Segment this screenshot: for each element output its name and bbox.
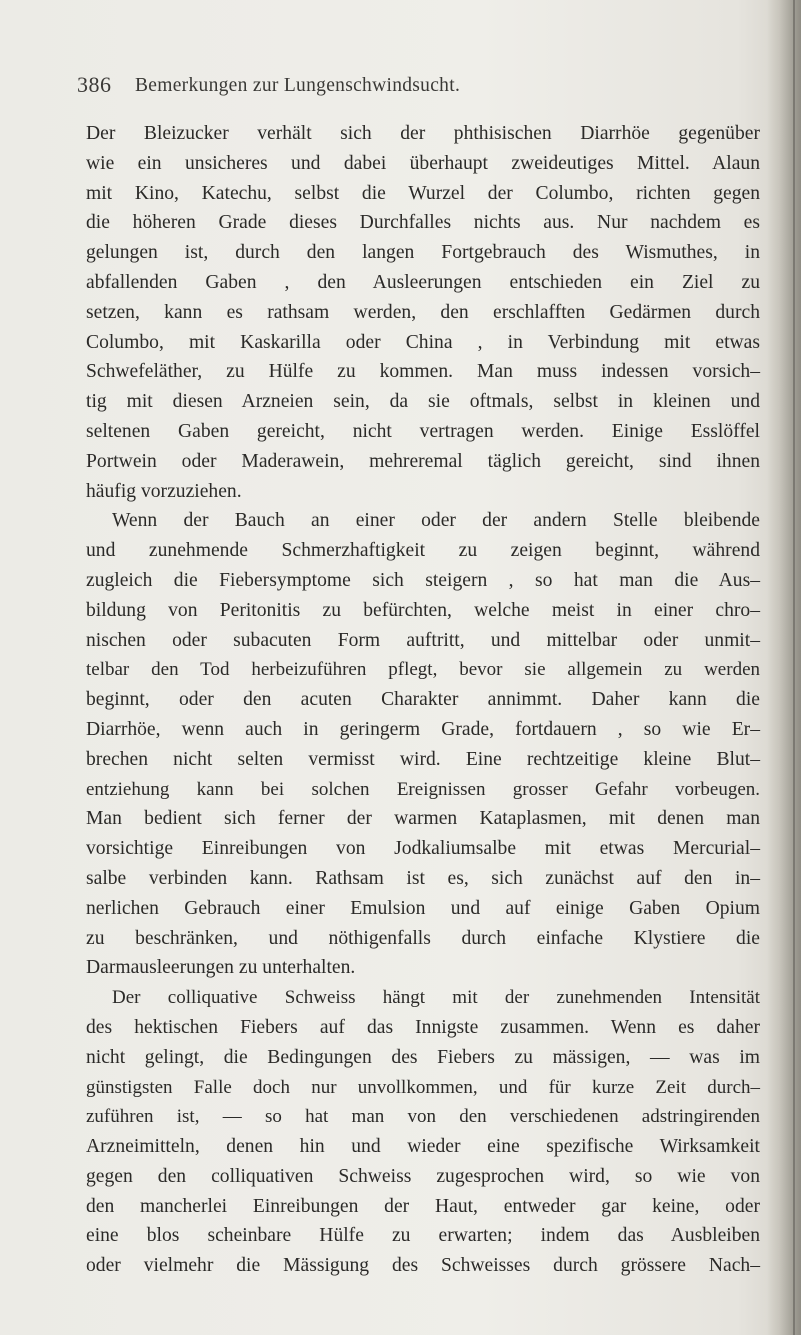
- text-line: entziehung kann bei solchen Ereignissen grosser Gefahr vorbeugen.: [86, 778, 760, 800]
- text-line: die höheren Grade dieses Durchfalles nichts aus. Nur nachdem es: [86, 212, 760, 234]
- page-number: 386: [77, 72, 112, 97]
- text-line: Arzneimitteln, denen hin und wieder eine spezifische Wirksamkeit: [86, 1136, 760, 1158]
- text-line: nicht gelingt, die Bedingungen des Fiebers zu mässigen, — was im: [86, 1046, 760, 1068]
- text-line: Schwefeläther, zu Hülfe zu kommen. Man muss indessen vorsich–: [86, 361, 760, 383]
- text-line: Columbo, mit Kaskarilla oder China , in Verbindung mit etwas: [86, 331, 760, 353]
- text-line: telbar den Tod herbeizuführen pflegt, bevor sie allgemein zu werden: [86, 659, 760, 681]
- text-line: mit Kino, Katechu, selbst die Wurzel der Columbo, richten gegen: [86, 182, 760, 204]
- paragraph: [86, 983, 760, 1281]
- text-line: setzen, kann es rathsam werden, den erschlafften Gedärmen durch: [86, 301, 760, 323]
- text-line: beginnt, oder den acuten Charakter annimmt. Daher kann die: [86, 689, 760, 711]
- text-line: gegen den colliquativen Schweiss zugesprochen wird, so wie von: [86, 1165, 760, 1187]
- text-line: seltenen Gaben gereicht, nicht vertragen werden. Einige Esslöffel: [86, 420, 760, 442]
- body-text: [86, 119, 760, 1281]
- text-line: Wenn der Bauch an einer oder der andern Stelle bleibende: [112, 510, 760, 532]
- text-line: des hektischen Fiebers auf das Innigste zusammen. Wenn es daher: [86, 1016, 760, 1038]
- text-line: bildung von Peritonitis zu befürchten, welche meist in einer chro–: [86, 599, 760, 621]
- text-line: oder vielmehr die Mässigung des Schweisses durch grössere Nach–: [86, 1255, 760, 1277]
- text-line: Man bedient sich ferner der warmen Kataplasmen, mit denen man: [86, 808, 760, 830]
- text-line: Darmausleerungen zu unterhalten.: [86, 957, 356, 979]
- paragraph: [86, 506, 760, 983]
- text-line: nerlichen Gebrauch einer Emulsion und auf einige Gaben Opium: [86, 897, 760, 919]
- text-line: vorsichtige Einreibungen von Jodkaliumsalbe mit etwas Mercurial–: [86, 838, 760, 860]
- text-line: den mancherlei Einreibungen der Haut, entweder gar keine, oder: [86, 1195, 760, 1217]
- page-header: [0, 72, 801, 102]
- page-edge-shadow: [767, 0, 801, 1335]
- text-line: wie ein unsicheres und dabei überhaupt zweideutiges Mittel. Alaun: [86, 152, 760, 174]
- text-line: häufig vorzuziehen.: [86, 480, 242, 502]
- text-line: zuführen ist, — so hat man von den verschiedenen adstringirenden: [86, 1106, 760, 1128]
- text-line: nischen oder subacuten Form auftritt, und mittelbar oder unmit–: [86, 629, 760, 651]
- page-edge-line: [793, 0, 795, 1335]
- text-line: gelungen ist, durch den langen Fortgebrauch des Wismuthes, in: [86, 242, 760, 264]
- text-line: und zunehmende Schmerzhaftigkeit zu zeigen beginnt, während: [86, 540, 760, 562]
- running-head: Bemerkungen zur Lungenschwindsucht.: [135, 75, 461, 96]
- text-line: abfallenden Gaben , den Ausleerungen entschieden ein Ziel zu: [86, 271, 760, 293]
- text-line: eine blos scheinbare Hülfe zu erwarten; indem das Ausbleiben: [86, 1225, 760, 1247]
- text-line: günstigsten Falle doch nur unvollkommen, und für kurze Zeit durch–: [86, 1076, 760, 1098]
- paragraph: [86, 119, 760, 506]
- text-line: Diarrhöe, wenn auch in geringerm Grade, fortdauern , so wie Er–: [86, 718, 760, 740]
- text-line: Der colliquative Schweiss hängt mit der zunehmenden Intensität: [112, 987, 760, 1009]
- text-line: Portwein oder Maderawein, mehreremal täglich gereicht, sind ihnen: [86, 450, 760, 472]
- text-line: zugleich die Fiebersymptome sich steigern , so hat man die Aus–: [86, 569, 760, 591]
- text-line: tig mit diesen Arzneien sein, da sie oftmals, selbst in kleinen und: [86, 391, 760, 413]
- text-line: Der Bleizucker verhält sich der phthisischen Diarrhöe gegenüber: [86, 123, 760, 144]
- text-line: brechen nicht selten vermisst wird. Eine rechtzeitige kleine Blut–: [86, 748, 760, 770]
- text-line: zu beschränken, und nöthigenfalls durch einfache Klystiere die: [86, 927, 760, 949]
- text-line: salbe verbinden kann. Rathsam ist es, sich zunächst auf den in–: [86, 867, 760, 889]
